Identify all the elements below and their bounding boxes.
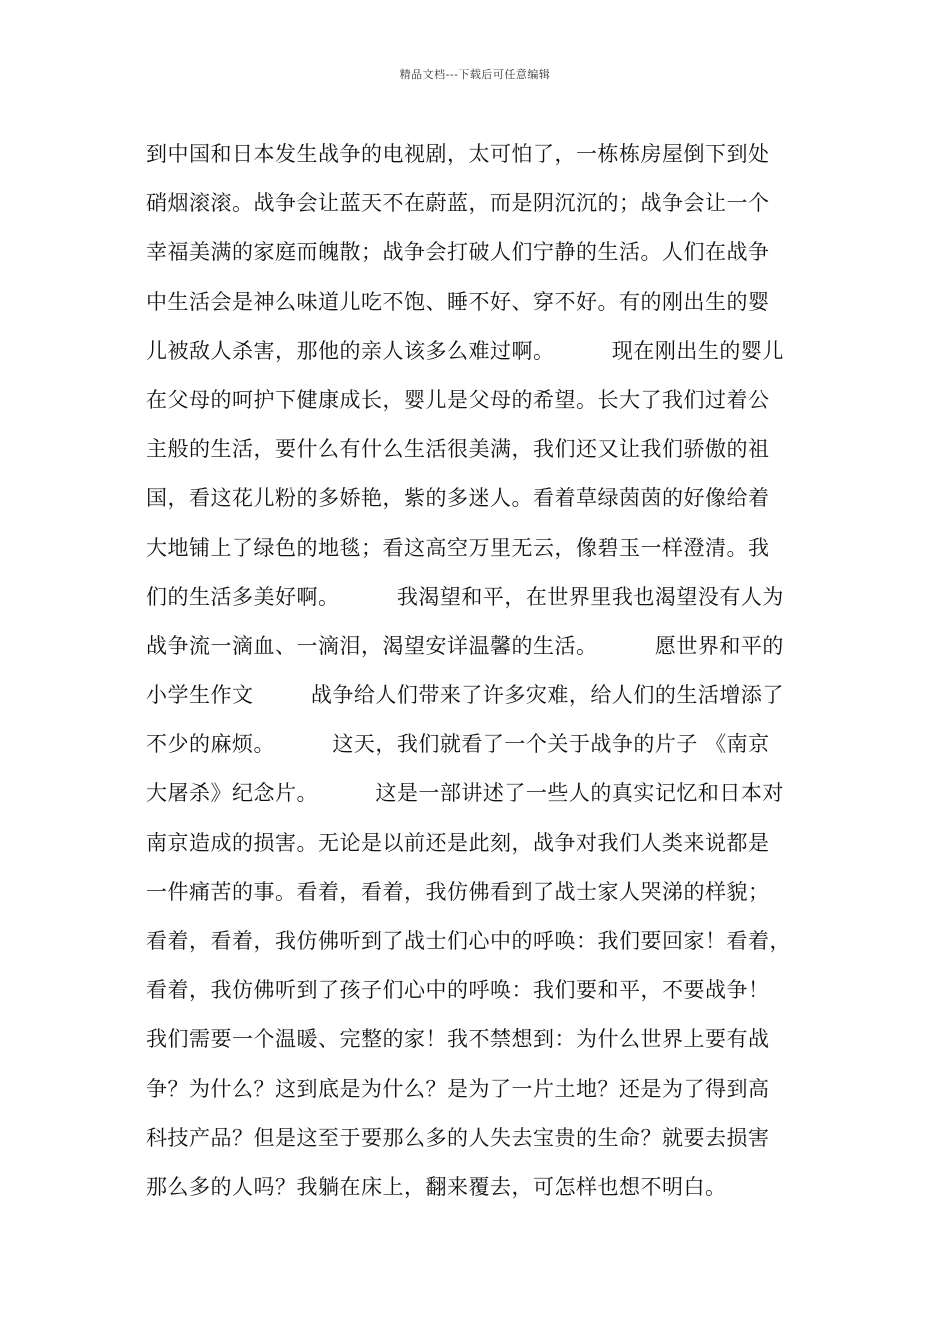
page-header: 精品文档---下载后可任意编辑 — [399, 68, 551, 81]
text-line: 看着，我仿佛听到了孩子们心中的呼唤：我们要和平，不要战争！ — [146, 978, 770, 1003]
text-line: 幸福美满的家庭而魄散；战争会打破人们宁静的生活。人们在战争 — [146, 240, 770, 265]
text-line: 不少的麻烦。 这天，我们就看了一个关于战争的片子 《南京 — [146, 732, 770, 757]
text-line: 一件痛苦的事。看着，看着，我仿佛看到了战士家人哭涕的样貌； — [146, 879, 770, 904]
text-line: 在父母的呵护下健康成长，婴儿是父母的希望。长大了我们过着公 — [146, 387, 770, 412]
text-line: 儿被敌人杀害，那他的亲人该多么难过啊。 现在刚出生的婴儿 — [146, 338, 784, 363]
text-line: 科技产品？但是这至于要那么多的人失去宝贵的生命？就要去损害 — [146, 1125, 770, 1150]
text-line: 小学生作文 战争给人们带来了许多灾难，给人们的生活增添了 — [146, 683, 784, 708]
text-line: 南京造成的损害。无论是以前还是此刻，战争对我们人类来说都是 — [146, 830, 770, 855]
text-line: 那么多的人吗？我躺在床上，翻来覆去，可怎样也想不明白。 — [146, 1174, 727, 1199]
text-line: 争？为什么？这到底是为什么？是为了一片土地？还是为了得到高 — [146, 1076, 770, 1101]
text-line: 我们需要一个温暖、完整的家！我不禁想到：为什么世界上要有战 — [146, 1027, 770, 1052]
text-line: 主般的生活，要什么有什么生活很美满，我们还又让我们骄傲的祖 — [146, 437, 770, 462]
text-line: 们的生活多美好啊。 我渴望和平，在世界里我也渴望没有人为 — [146, 584, 784, 609]
text-line: 国，看这花儿粉的多娇艳，紫的多迷人。看着草绿茵茵的好像给着 — [146, 486, 770, 511]
text-line: 战争流一滴血、一滴泪，渴望安详温馨的生活。 愿世界和平的 — [146, 633, 784, 658]
text-line: 大地铺上了绿色的地毯；看这高空万里无云，像碧玉一样澄清。我 — [146, 535, 770, 560]
text-line: 硝烟滚滚。战争会让蓝天不在蔚蓝，而是阴沉沉的；战争会让一个 — [146, 191, 770, 216]
document-body — [146, 130, 826, 1212]
text-line: 到中国和日本发生战争的电视剧，太可怕了，一栋栋房屋倒下到处 — [146, 142, 770, 166]
text-line: 中生活会是神么味道儿吃不饱、睡不好、穿不好。有的刚出生的婴 — [146, 289, 770, 314]
text-line: 大屠杀》纪念片。 这是一部讲述了一些人的真实记忆和日本对 — [146, 781, 784, 806]
text-line: 看着，看着，我仿佛听到了战士们心中的呼唤：我们要回家！看着， — [146, 929, 791, 953]
